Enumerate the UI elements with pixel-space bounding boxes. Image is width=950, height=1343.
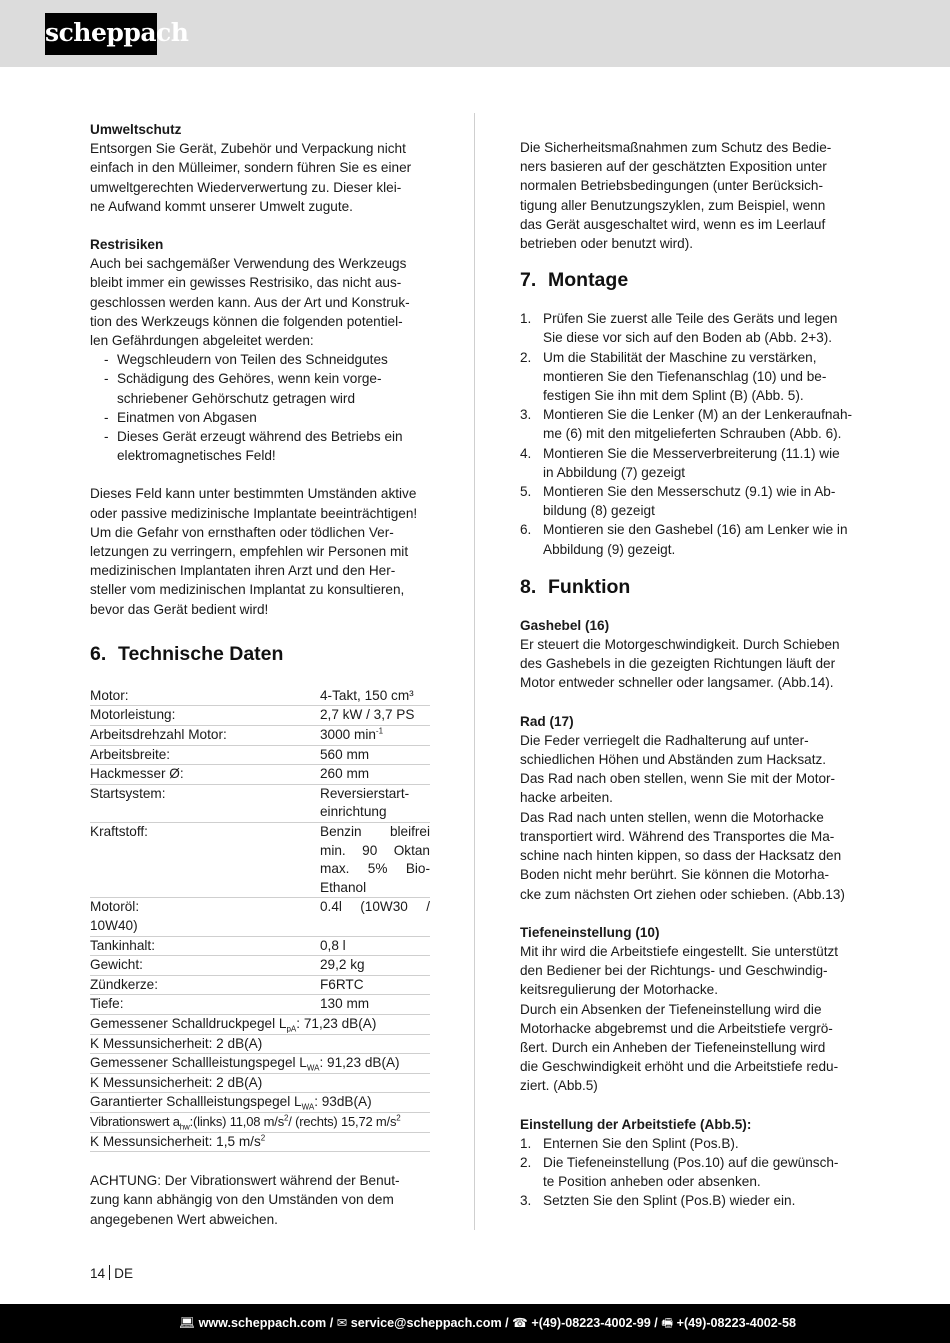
item-number: 5. xyxy=(520,484,532,500)
text-line: Entsorgen Sie Gerät, Zubehör und Verpackung nicht xyxy=(90,141,406,157)
text-line: Um die Gefahr von ernsthaften oder tödlichen Ver- xyxy=(90,524,394,540)
item-number: 3. xyxy=(520,407,532,423)
list-item xyxy=(520,309,860,347)
email-link[interactable]: service@scheppach.com / xyxy=(350,1316,509,1330)
text-line: ACHTUNG: Der Vibrationswert während der Benut- xyxy=(90,1173,400,1189)
table-row xyxy=(90,1112,430,1132)
text-line: das Gerät ausgeschaltet wird, wenn es im Leerlauf xyxy=(520,216,826,232)
section-number: 6. xyxy=(90,642,107,665)
text-line: hacke arbeiten. xyxy=(520,790,613,806)
value-text: : 93dB(A) xyxy=(314,1094,372,1110)
item-number: 2. xyxy=(520,1154,532,1170)
item-text: Enternen Sie den Splint (Pos.B). xyxy=(543,1135,739,1151)
spec-table xyxy=(90,687,430,1152)
item-number: 4. xyxy=(520,445,532,461)
value-text: Vibrationswert a xyxy=(90,1113,180,1129)
table-row xyxy=(90,765,430,785)
text-line: ßert. Durch ein Anheben der Tiefeneinstellung wird xyxy=(520,1039,826,1055)
text-line: cke zum nächsten Ort ziehen oder schieben. (Abb.13) xyxy=(520,886,845,902)
text-line: zung kann abhängig von den Umständen von dem xyxy=(90,1192,394,1208)
text-line: die Geschwindigkeit erhöht und die Arbeitstiefe redu- xyxy=(520,1059,839,1075)
value-text: :(links) 11,08 m/s xyxy=(189,1113,285,1129)
table-row xyxy=(90,936,430,956)
computer-icon: 💻︎ xyxy=(179,1316,196,1330)
section-title: Funktion xyxy=(548,575,631,598)
header-band xyxy=(0,0,950,67)
section-number: 8. xyxy=(520,575,537,598)
text-line: tion des Werkzeugs können die folgenden potentiel- xyxy=(90,313,403,329)
item-text: Um die Stabilität der Maschine zu verstärken, montieren Sie den Tiefenanschlag (10) und be- festigen Sie ihn mit dem Splint (B) (Abb. 5). xyxy=(543,349,827,404)
value-text: Gemessener Schalldruckpegel L xyxy=(90,1015,287,1031)
item-number: 2. xyxy=(520,349,532,365)
table-row xyxy=(90,726,430,746)
spec-wide-cell: K Messunsicherheit: 2 dB(A) xyxy=(90,1034,430,1054)
spec-wide-cell xyxy=(90,1014,430,1034)
spec-wide-cell: K Messunsicherheit: 2 dB(A) xyxy=(90,1073,430,1093)
value-text: / (rechts) 15,72 m/s xyxy=(288,1113,397,1129)
text-line: geschlossen werden kann. Aus der Art und Konstruk- xyxy=(90,294,410,310)
restrisiken-heading: Restrisiken xyxy=(90,237,164,253)
spec-value: 29,2 kg xyxy=(320,956,430,976)
spec-key: Zündkerze: xyxy=(90,975,320,995)
text-line: Die Sicherheitsmaßnahmen zum Schutz des Bedie- xyxy=(520,140,832,155)
value-sub: WA xyxy=(301,1103,315,1113)
rad-heading: Rad (17) xyxy=(520,713,574,729)
phone-icon: ☎ xyxy=(512,1316,528,1330)
website-link[interactable]: www.scheppach.com / xyxy=(198,1316,334,1330)
text-line: Motorhacke abgebremst und die Arbeitstiefe vergrö- xyxy=(520,1020,833,1036)
section-7-heading xyxy=(520,268,860,292)
table-row xyxy=(90,898,430,936)
spec-value: 2,7 kW / 3,7 PS xyxy=(320,706,430,726)
table-row xyxy=(90,706,430,726)
spec-value-cont: 10W40) xyxy=(90,918,138,933)
table-row xyxy=(90,823,430,898)
spec-value xyxy=(320,726,430,746)
contact-bar xyxy=(0,1304,950,1343)
table-row xyxy=(90,1132,430,1152)
spec-key: Tiefe: xyxy=(90,995,320,1015)
text-line: transportiert wird. Während des Transportes die Ma- xyxy=(520,828,835,844)
text-line: Durch ein Absenken der Tiefeneinstellung wird die xyxy=(520,1001,822,1017)
sicherheit-text xyxy=(520,138,860,253)
text-line: oder passive medizinische Implantate beeinträchtigen! xyxy=(90,505,418,521)
value-sup: 2 xyxy=(396,1113,401,1123)
spec-key: Gewicht: xyxy=(90,956,320,976)
fax-number: +(49)-08223-4002-58 xyxy=(676,1316,796,1330)
table-row xyxy=(90,745,430,765)
spec-key: Hackmesser Ø: xyxy=(90,765,320,785)
value-sub: WA xyxy=(306,1063,320,1073)
list-item: - Dieses Gerät erzeugt während des Betriebs ein elektromagnetisches Feld! xyxy=(90,427,430,465)
table-row xyxy=(90,1073,430,1093)
section-number: 7. xyxy=(520,269,537,292)
value-text: : 71,23 dB(A) xyxy=(296,1015,377,1031)
section-8-heading xyxy=(520,575,860,599)
spec-key: Startsystem: xyxy=(90,784,320,822)
spec-key: Tankinhalt: xyxy=(90,936,320,956)
text-line: schine nach hinten kippen, so dass der Hacksatz den xyxy=(520,848,842,864)
item-text: Prüfen Sie zuerst alle Teile des Geräts und legen Sie diese vor sich auf den Boden ab (Abb. 2+3). xyxy=(543,311,838,346)
item-number: 6. xyxy=(520,522,532,538)
spec-value: Benzin bleifrei min. 90 Oktan max. 5% Bio-Ethanol xyxy=(320,823,430,898)
item-text: Setzten Sie den Splint (Pos.B) wieder ein. xyxy=(543,1193,796,1209)
spec-wide-cell xyxy=(90,1054,430,1074)
list-item xyxy=(520,482,860,520)
text-line: bleibt immer ein gewisses Restrisiko, das nicht aus- xyxy=(90,275,402,291)
spec-key: Motoröl: xyxy=(90,899,140,915)
section-6-heading xyxy=(90,642,430,666)
gashebel-text xyxy=(520,635,860,693)
spec-key: Arbeitsbreite: xyxy=(90,745,320,765)
table-row xyxy=(90,687,430,706)
table-row xyxy=(90,1054,430,1074)
value-sup: 2 xyxy=(284,1113,289,1123)
text-line: des Gashebels in die gezeigten Richtungen läuft der xyxy=(520,656,836,672)
spec-key: Motorleistung: xyxy=(90,706,320,726)
value-text: Garantierter Schallleistungspegel L xyxy=(90,1094,302,1110)
text-line: medizinischen Implantaten ihren Arzt und den Her- xyxy=(90,563,396,579)
text-line: ziert. (Abb.5) xyxy=(520,1078,598,1094)
text-line: Das Rad nach unten stellen, wenn die Motorhacke xyxy=(520,809,824,825)
value-text: Gemessener Schallleistungspegel L xyxy=(90,1055,307,1071)
page-number xyxy=(90,1264,133,1283)
umweltschutz-heading: Umweltschutz xyxy=(90,122,182,137)
scheppach-logo: scheppach xyxy=(45,13,157,55)
text-line: Das Rad nach oben stellen, wenn Sie mit der Motor- xyxy=(520,771,836,787)
table-row xyxy=(90,1093,430,1113)
text-line: Motor entweder schneller oder langsamer. (Abb.14). xyxy=(520,675,834,691)
gashebel-heading: Gashebel (16) xyxy=(520,617,610,633)
feld-text xyxy=(90,484,430,618)
phone-number: +(49)-08223-4002-99 / xyxy=(531,1316,658,1330)
item-number: 1. xyxy=(520,311,532,327)
tiefeneinstellung-heading: Tiefeneinstellung (10) xyxy=(520,924,660,940)
value-sup: 2 xyxy=(260,1133,266,1142)
value-text: : 91,23 dB(A) xyxy=(319,1055,400,1071)
umweltschutz-text xyxy=(90,139,430,216)
list-item: - Schädigung des Gehöres, wenn kein vorge- schriebener Gehörschutz getragen wird xyxy=(90,369,430,407)
text-line: Boden nicht mehr berührt. Sie können die Motorha- xyxy=(520,867,830,883)
text-line: ners basieren auf der geschätzten Exposition unter xyxy=(520,159,827,175)
separator xyxy=(109,1265,110,1280)
text-line: Dieses Feld kann unter bestimmten Umständen aktive xyxy=(90,486,417,502)
value-sub: hw xyxy=(179,1122,190,1132)
table-row xyxy=(90,975,430,995)
restrisiken-list xyxy=(90,350,430,465)
list-item xyxy=(520,1153,860,1191)
text-line: steller vom medizinischen Implantat zu konsultieren, xyxy=(90,582,405,598)
list-item xyxy=(520,520,860,558)
list-item xyxy=(520,1191,860,1210)
arbeitstiefe-list xyxy=(520,1134,860,1211)
tiefeneinstellung-text xyxy=(520,942,860,1096)
table-row xyxy=(90,1034,430,1054)
text-line: einfach in den Mülleimer, sondern führen Sie es einer xyxy=(90,160,412,176)
spec-wide-cell xyxy=(90,1112,430,1132)
spec-value: Reversierstart- einrichtung xyxy=(320,784,430,822)
text-line: letzungen zu verringern, empfehlen wir Personen mit xyxy=(90,544,409,560)
fax-icon: 🖷︎ xyxy=(661,1316,674,1330)
montage-list xyxy=(520,309,860,559)
mail-icon: ✉ xyxy=(336,1316,348,1330)
text-line: keitsregulierung der Motorhacke. xyxy=(520,982,718,998)
list-item: - Wegschleudern von Teilen des Schneidgutes xyxy=(90,350,430,369)
list-item: - Einatmen von Abgasen xyxy=(90,408,430,427)
value-sub: pA xyxy=(286,1024,297,1034)
text-line: umweltgerechten Wiederverwertung zu. Dieser klei- xyxy=(90,179,402,195)
spec-value: 260 mm xyxy=(320,765,430,785)
list-item xyxy=(520,348,860,406)
list-item xyxy=(520,1134,860,1153)
right-column xyxy=(520,138,860,1211)
item-number: 1. xyxy=(520,1135,532,1151)
value-text: 3000 min xyxy=(320,727,376,743)
table-row xyxy=(90,784,430,822)
value-text: K Messunsicherheit: 1,5 m/s xyxy=(90,1133,261,1149)
spec-value: 130 mm xyxy=(320,995,430,1015)
page-num: 14 xyxy=(90,1266,106,1281)
spec-value: F6RTC xyxy=(320,975,430,995)
rad-text xyxy=(520,731,860,904)
list-item xyxy=(520,405,860,443)
spec-value: 0,8 l xyxy=(320,936,430,956)
item-text: Die Tiefeneinstellung (Pos.10) auf die gewünsch- te Position anheben oder absenken. xyxy=(543,1154,839,1190)
item-number: 3. xyxy=(520,1193,532,1209)
spec-wide-cell xyxy=(90,1093,430,1113)
text-line: bevor das Gerät bedient wird! xyxy=(90,601,269,617)
text-line: den Bediener bei der Richtungs- und Geschwindig- xyxy=(520,963,828,979)
text-line: angegebenen Wert abweichen. xyxy=(90,1211,278,1227)
spec-key: Kraftstoff: xyxy=(90,823,320,898)
value-sup: -1 xyxy=(375,726,384,736)
text-line: ne Aufwand kommt unserer Umwelt zugute. xyxy=(90,198,353,214)
text-line: schiedlichen Höhen und Abständen zum Hacksatz. xyxy=(520,752,827,768)
left-column xyxy=(90,120,430,1229)
text-line: Er steuert die Motorgeschwindigkeit. Durch Schieben xyxy=(520,637,840,653)
text-line: Auch bei sachgemäßer Verwendung des Werkzeugs xyxy=(90,256,407,272)
spec-value: 0.4l (10W30 / xyxy=(320,899,430,915)
spec-value: 560 mm xyxy=(320,745,430,765)
spec-wide-cell xyxy=(90,1132,430,1152)
text-line: tigung aller Benutzungszyklen, zum Beispiel, wenn xyxy=(520,197,826,213)
text-line: Mit ihr wird die Arbeitstiefe eingestellt. Sie unterstützt xyxy=(520,943,839,959)
spec-value: 4-Takt, 150 cm³ xyxy=(320,687,430,706)
column-divider xyxy=(474,113,475,1230)
item-text: Montieren Sie die Messerverbreiterung (11.1) wie in Abbildung (7) gezeigt xyxy=(543,445,840,480)
spec-key: Arbeitsdrehzahl Motor: xyxy=(90,726,320,746)
text-line: len Gefährdungen abgeleitet werden: xyxy=(90,333,314,349)
restrisiken-text xyxy=(90,254,430,350)
text-line: normalen Betriebsbedingungen (unter Berücksich- xyxy=(520,178,824,194)
achtung-text xyxy=(90,1171,430,1229)
arbeitstiefe-heading: Einstellung der Arbeitstiefe (Abb.5): xyxy=(520,1116,752,1132)
spec-key: Motor: xyxy=(90,687,320,706)
section-title: Technische Daten xyxy=(118,642,284,665)
section-title: Montage xyxy=(548,269,629,292)
item-text: Montieren Sie den Messerschutz (9.1) wie in Ab- bildung (8) gezeigt xyxy=(543,484,836,519)
spec-wide-cell xyxy=(90,898,430,936)
item-text: Montieren Sie die Lenker (M) an der Lenkeraufnah- me (6) mit den mitgelieferten Schrauben (Abb. 6). xyxy=(543,407,853,442)
table-row xyxy=(90,995,430,1015)
item-text: Montieren sie den Gashebel (16) am Lenker wie in Abbildung (9) gezeigt. xyxy=(543,522,848,557)
text-line: Die Feder verriegelt die Radhalterung auf unter- xyxy=(520,732,809,748)
language-code: DE xyxy=(114,1266,134,1281)
table-row xyxy=(90,1014,430,1034)
text-line: betrieben oder benutzt wird). xyxy=(520,236,694,252)
table-row xyxy=(90,956,430,976)
list-item xyxy=(520,444,860,482)
